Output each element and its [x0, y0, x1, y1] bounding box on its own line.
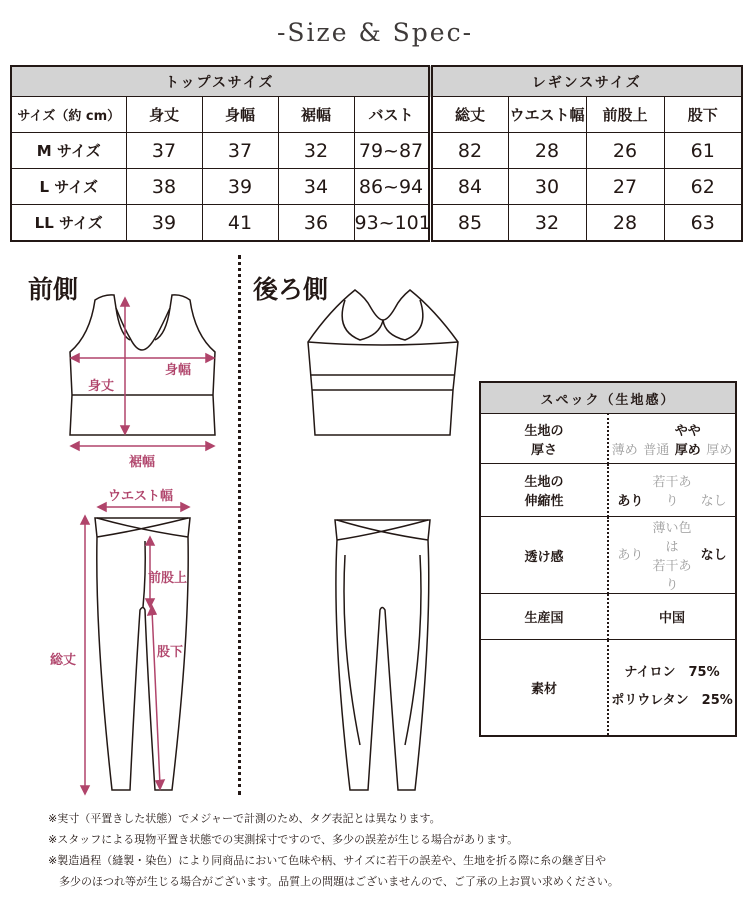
- table-cell: 86~94: [354, 169, 430, 205]
- note-line: 多少のほつれ等が生じる場合がございます。品質上の問題はございませんので、ご了承の上お買い求めください。: [48, 875, 619, 888]
- table-cell: 34: [278, 169, 354, 205]
- option-selected: なし: [700, 547, 727, 563]
- stretch-label: 生地の 伸縮性: [480, 464, 608, 517]
- column-header: 総丈: [430, 97, 508, 133]
- sheerness-label: 透け感: [480, 517, 608, 594]
- column-header: バスト: [354, 97, 430, 133]
- origin-label: 生産国: [480, 594, 608, 640]
- back-top-illustration: [300, 280, 470, 445]
- front-rise-label: 前股上: [148, 571, 188, 586]
- table-cell: 84: [430, 169, 508, 205]
- thickness-label: 生地の 厚さ: [480, 414, 608, 464]
- table-cell: 85: [430, 205, 508, 242]
- table-cell: 27: [586, 169, 664, 205]
- column-header: 前股上: [586, 97, 664, 133]
- note-line: ※製造過程（縫製・染色）により同商品において色味や柄、サイズに若干の誤差や、生地を折る際に糸の継ぎ目や: [48, 854, 607, 867]
- column-header: 身幅: [202, 97, 278, 133]
- material-line: ナイロン 75%: [624, 665, 720, 681]
- table-cell: 28: [508, 133, 586, 169]
- divider-dotted: [238, 255, 241, 795]
- leggings-size-header: レギンスサイズ: [430, 66, 742, 97]
- spec-table: [479, 381, 737, 737]
- table-cell: 36: [278, 205, 354, 242]
- table-cell: 39: [126, 205, 202, 242]
- column-header: 股下: [664, 97, 742, 133]
- size-label: M サイズ: [11, 133, 126, 169]
- column-header: 身丈: [126, 97, 202, 133]
- front-label: 前側: [28, 275, 79, 304]
- table-cell: 26: [586, 133, 664, 169]
- option: 薄め: [611, 442, 638, 458]
- table-cell: 32: [278, 133, 354, 169]
- notes: [48, 808, 619, 892]
- material-value: [608, 640, 736, 736]
- table-cell: 38: [126, 169, 202, 205]
- tops-size-header: トップスサイズ: [11, 66, 430, 97]
- table-cell: 39: [202, 169, 278, 205]
- size-label: LL サイズ: [11, 205, 126, 242]
- option-selected: やや厚め: [674, 423, 701, 458]
- material-label: 素材: [480, 640, 608, 736]
- table-row: [11, 133, 742, 169]
- waist-width-label: ウエスト幅: [108, 489, 174, 504]
- note-line: ※実寸（平置きした状態）でメジャーで計測のため、タグ表記とは異なります。: [48, 812, 441, 825]
- material-line: ポリウレタン 25%: [611, 693, 733, 709]
- table-cell: 61: [664, 133, 742, 169]
- table-cell: 82: [430, 133, 508, 169]
- table-cell: 37: [126, 133, 202, 169]
- option-selected: あり: [617, 494, 644, 509]
- table-row: [11, 169, 742, 205]
- size-label: L サイズ: [11, 169, 126, 205]
- table-cell: 63: [664, 205, 742, 242]
- table-cell: 62: [664, 169, 742, 205]
- note-line: ※スタッフによる現物平置き状態での実測採寸ですので、多少の誤差が生じる場合があります。: [48, 833, 519, 846]
- back-leggings-illustration: [320, 515, 440, 795]
- front-top-illustration: [60, 280, 230, 450]
- thickness-options: [608, 414, 736, 464]
- body-width-label: 身幅: [165, 363, 192, 378]
- option: なし: [700, 494, 727, 509]
- column-header: サイズ（約 cm）: [11, 97, 126, 133]
- inseam-label: 股下: [157, 645, 184, 660]
- table-cell: 93~101: [354, 205, 430, 242]
- table-row: [11, 205, 742, 242]
- page-title: -Size & Spec-: [276, 18, 474, 47]
- table-cell: 79~87: [354, 133, 430, 169]
- option: 若干あり: [652, 475, 692, 509]
- spec-title: スペック（生地感）: [480, 382, 736, 414]
- column-header: ウエスト幅: [508, 97, 586, 133]
- table-cell: 37: [202, 133, 278, 169]
- total-length-label: 総丈: [50, 653, 77, 668]
- option: 普通: [643, 442, 670, 458]
- table-cell: 28: [586, 205, 664, 242]
- option: あり: [617, 547, 644, 563]
- table-cell: 30: [508, 169, 586, 205]
- front-leggings-illustration: [40, 485, 220, 795]
- origin-value: 中国: [608, 594, 736, 640]
- sheerness-options: [608, 517, 736, 594]
- table-cell: 41: [202, 205, 278, 242]
- option: 薄い色は 若干あり: [652, 521, 692, 593]
- option: 厚め: [706, 442, 733, 458]
- size-table: [10, 65, 743, 242]
- back-label: 後ろ側: [253, 275, 329, 304]
- body-length-label: 身丈: [88, 379, 115, 394]
- table-cell: 32: [508, 205, 586, 242]
- stretch-options: [608, 464, 736, 517]
- hem-width-label: 裾幅: [129, 455, 156, 470]
- column-header: 裾幅: [278, 97, 354, 133]
